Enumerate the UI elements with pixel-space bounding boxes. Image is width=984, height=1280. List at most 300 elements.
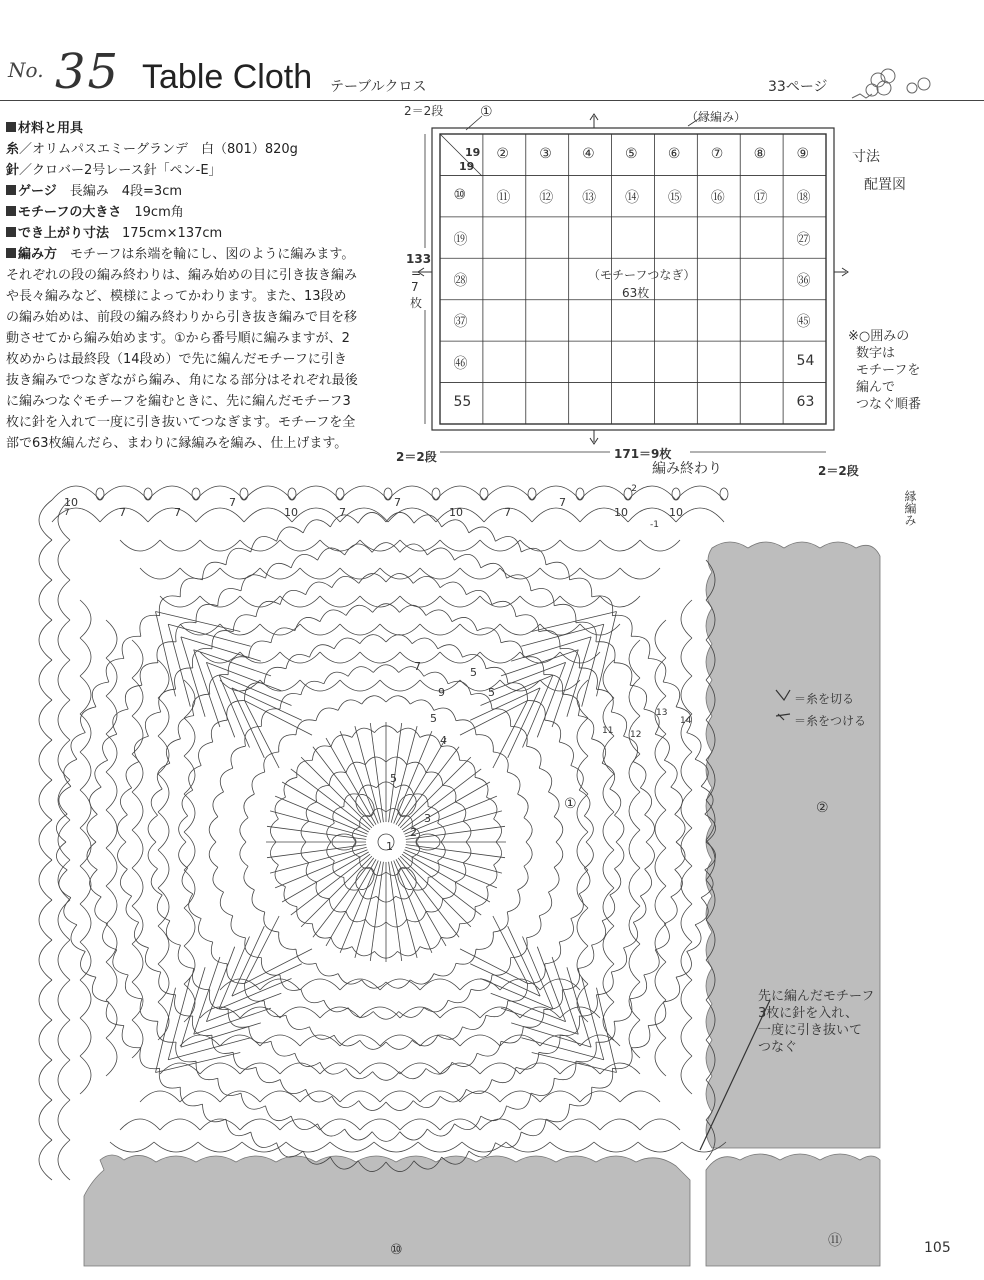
chain-loop: [610, 869, 621, 895]
chain-loop: [438, 645, 463, 658]
mesh-loop: [460, 1035, 500, 1046]
mesh-loop: [200, 1119, 240, 1130]
mesh-loop: [520, 1063, 560, 1074]
chain-loop: [611, 712, 626, 736]
edge-scallop-left: [39, 860, 52, 900]
chain-loop: [176, 622, 196, 642]
chain-loop: [296, 720, 316, 735]
edge-scallop-top: [340, 486, 388, 500]
chain-loop: [584, 842, 593, 868]
chain-loop: [264, 667, 286, 683]
cell-height-label: 19: [459, 160, 475, 173]
edge-scallop-left-inner: [58, 540, 70, 580]
mesh-loop: [106, 810, 117, 848]
mesh-loop: [500, 680, 540, 691]
chain-loop: [310, 1027, 335, 1040]
chain-loop: [373, 665, 398, 673]
gauge-label: ゲージ: [18, 184, 57, 199]
mesh-loop: [132, 1020, 143, 1058]
mesh-loop: [132, 830, 143, 868]
mesh-loop: [132, 716, 143, 754]
mesh-loop: [340, 1091, 380, 1102]
mesh-loop: [440, 1007, 480, 1018]
chain-loop: [71, 925, 85, 952]
chain-loop: [275, 865, 286, 887]
mesh-loop: [681, 752, 692, 790]
fan-stitch: [156, 1053, 241, 1073]
fan-stitch: [470, 964, 540, 996]
edge-scallop-left: [39, 940, 52, 980]
mesh-loop: [106, 772, 117, 810]
chain-loop: [454, 1116, 480, 1130]
mesh-loop: [620, 1091, 660, 1102]
mesh-loop: [260, 680, 300, 691]
chain-loop: [157, 763, 170, 789]
chain-loop: [362, 696, 386, 704]
chain-loop: [95, 760, 108, 787]
chain-loop: [211, 942, 227, 964]
fan-stitch: [470, 688, 540, 720]
fan-stitch: [232, 688, 264, 758]
edge-scallop-left: [39, 820, 52, 860]
mesh-loop: [158, 850, 169, 888]
mesh-loop: [560, 1063, 600, 1074]
mesh-loop: [629, 1020, 640, 1058]
chain-loop: [492, 1067, 516, 1082]
chain-loop: [487, 865, 498, 887]
mesh-loop: [300, 624, 340, 635]
mesh-loop: [132, 754, 143, 792]
chain-loop: [306, 863, 317, 882]
method-line: 編み方 モチーフは糸端を輪にし、図のように編みます。: [6, 244, 376, 265]
chain-loop: [334, 638, 360, 649]
edge-scallop-top: [676, 486, 724, 500]
yarn-label: 糸: [6, 142, 20, 157]
mesh-loop: [681, 942, 692, 980]
chain-loop: [495, 1132, 521, 1147]
edge-scallop-left: [39, 980, 52, 1020]
mesh-loop: [681, 676, 692, 714]
grid-cell-number: 54: [796, 352, 815, 369]
chain-loop: [320, 610, 346, 622]
mesh-loop: [158, 660, 169, 698]
motif-10-label: ⑩: [390, 1242, 403, 1258]
chain-loop: [486, 1001, 508, 1017]
page-number: 105: [924, 1240, 951, 1256]
right-row-mark: -2: [628, 484, 637, 494]
fan-stitch: [493, 916, 528, 983]
chain-loop: [624, 922, 638, 948]
edge-scallop-left-inner: [58, 940, 70, 980]
chain-loop: [196, 604, 218, 622]
chain-loop: [386, 574, 413, 584]
join-note: 先に編んだモチーフ 3枚に針を入れ、 一度に引き抜いて つなぐ: [758, 989, 875, 1055]
chain-loop: [140, 663, 158, 686]
chain-loop: [560, 648, 580, 668]
mesh-loop: [380, 680, 420, 691]
chain-loop: [492, 601, 516, 616]
chain-loop: [493, 912, 508, 932]
motif-1-label: ①: [564, 796, 577, 812]
edge-scallop-top: [436, 486, 484, 500]
chain-loop: [301, 989, 324, 1003]
row-mark: 7: [559, 496, 566, 509]
chain-loop: [148, 815, 158, 842]
mesh-loop: [184, 832, 195, 870]
chain-loop: [399, 1069, 426, 1079]
right-row-mark: 7: [64, 508, 70, 518]
edge-picot: [288, 488, 296, 500]
mesh-loop: [420, 568, 460, 579]
edge-scallop-bottom: [462, 1142, 506, 1152]
stitch-line: [301, 757, 372, 828]
chain-loop: [113, 709, 128, 734]
edge-scallop-bottom: [110, 1142, 154, 1152]
mesh-loop: [158, 926, 169, 964]
chain-loop: [125, 975, 142, 999]
chain-loop: [220, 892, 233, 916]
fan-stitch: [156, 612, 241, 632]
stitch-line: [340, 861, 378, 953]
chain-loop: [410, 974, 434, 985]
fan-stitch: [232, 926, 264, 996]
grid-cell-number: ⑯: [710, 190, 725, 207]
legend-join-label: ＝糸をつける: [794, 714, 867, 728]
chain-loop: [386, 635, 412, 644]
edge-scallop-top: [484, 486, 532, 500]
mesh-loop: [300, 568, 340, 579]
chain-loop: [559, 742, 573, 766]
mesh-loop: [132, 640, 143, 678]
mesh-loop: [681, 600, 692, 638]
grid-cell-number: ⑪: [496, 190, 511, 207]
mesh-loop: [500, 624, 540, 635]
chain-loop: [120, 869, 131, 896]
chain-loop: [518, 794, 529, 818]
mesh-loop: [560, 540, 600, 551]
mesh-loop: [440, 1119, 480, 1130]
chain-loop: [554, 604, 576, 622]
chain-loop: [687, 925, 701, 952]
chain-loop: [407, 762, 426, 773]
chain-loop: [318, 548, 345, 560]
mesh-loop: [629, 640, 640, 678]
mesh-loop: [320, 596, 360, 607]
edge-scallop-left-inner: [58, 580, 70, 620]
chain-loop: [140, 1048, 160, 1069]
mesh-loop: [360, 652, 400, 663]
top-border-rows-label: 2＝2段: [404, 104, 444, 118]
chain-loop: [516, 615, 539, 632]
chain-loop: [280, 694, 301, 710]
chain-loop: [251, 537, 277, 552]
mesh-loop: [603, 850, 614, 888]
chain-loop: [413, 576, 440, 587]
mesh-loop: [180, 568, 220, 579]
chain-loop: [118, 842, 128, 869]
mesh-loop: [655, 620, 666, 658]
chain-loop: [179, 816, 188, 842]
grid-cell-number: ④: [582, 145, 595, 162]
motif-11-shade: [706, 1154, 880, 1266]
mesh-loop: [580, 568, 620, 579]
fan-stitch: [232, 688, 302, 720]
chain-loop: [463, 1015, 487, 1029]
fan-stitch: [508, 688, 540, 758]
edge-scallop-bottom: [638, 1142, 682, 1152]
mesh-loop: [540, 1091, 580, 1102]
chain-loop: [359, 890, 377, 899]
chain-loop: [518, 866, 529, 890]
chain-loop: [507, 1093, 532, 1109]
chain-loop: [275, 797, 286, 819]
chain-loop: [291, 554, 317, 568]
mesh-loop: [220, 1091, 260, 1102]
edge-scallop-bottom: [198, 1142, 242, 1152]
edge-scallop-bottom: [286, 1142, 330, 1152]
chain-loop: [614, 815, 624, 842]
chain-loop: [95, 897, 108, 924]
row-mark: 7: [394, 496, 401, 509]
edge-picot: [480, 488, 488, 500]
chain-loop: [640, 869, 651, 896]
chain-loop: [524, 818, 532, 842]
method-line: それぞれの段の編み終わりは、編み始めの目に引き抜き編み: [6, 268, 358, 283]
grid-cell-number: ⑧: [753, 145, 767, 162]
chain-loop: [180, 578, 202, 597]
mesh-loop: [640, 540, 680, 551]
chain-loop: [211, 720, 227, 742]
pattern-title: Table Cloth: [142, 58, 313, 96]
grid-cell-number: 63: [796, 394, 815, 411]
chain-loop: [178, 945, 194, 968]
fan-stitch: [232, 964, 302, 996]
edge-picot: [576, 488, 584, 500]
chain-loop: [631, 636, 650, 658]
gauge-value: 長編み 4段=3cm: [69, 184, 183, 199]
chain-loop: [148, 842, 158, 869]
chain-loop: [360, 635, 386, 644]
mesh-loop: [440, 652, 480, 663]
chain-loop: [434, 963, 456, 976]
chain-loop: [466, 1080, 492, 1094]
chain-loop: [476, 932, 493, 949]
chain-loop: [645, 842, 655, 869]
mesh-loop: [420, 979, 460, 990]
mesh-loop: [577, 832, 588, 870]
grid-cell-number: ②: [496, 145, 509, 162]
chain-loop: [157, 895, 170, 921]
right-row-mark: 11: [602, 726, 614, 736]
mesh-loop: [158, 774, 169, 812]
mesh-loop: [140, 568, 180, 579]
stitch-line: [405, 796, 497, 834]
finished-size-label: でき上がり寸法: [18, 226, 110, 241]
mesh-loop: [629, 754, 640, 792]
mesh-loop: [580, 624, 620, 635]
chain-loop: [610, 789, 621, 815]
chain-loop: [655, 734, 669, 760]
chain-loop: [279, 932, 296, 949]
chain-loop: [611, 948, 626, 972]
chain-loop: [345, 1129, 373, 1140]
mesh-loop: [480, 1063, 520, 1074]
mesh-loop: [132, 944, 143, 982]
chain-loop: [175, 995, 193, 1016]
chain-loop: [256, 601, 280, 616]
grid-cell-number: ㉗: [796, 231, 811, 248]
row-mark: 7: [229, 496, 236, 509]
mesh-loop: [80, 676, 91, 714]
mesh-loop: [240, 540, 280, 551]
fan-stitch: [168, 1038, 250, 1060]
chain-loop: [407, 911, 426, 922]
mesh-loop: [629, 792, 640, 830]
chain-loop: [560, 1016, 580, 1036]
mesh-loop: [240, 652, 280, 663]
method-line: 部で63枚編んだら、まわりに縁編みを編み、仕上げます。: [6, 436, 348, 451]
chain-loop: [145, 712, 160, 736]
inner-row-mark: 1: [386, 840, 393, 853]
chain-loop: [218, 1078, 241, 1095]
motif-10-shade: [84, 1155, 690, 1266]
fan-stitch: [156, 612, 176, 697]
mesh-loop: [120, 1119, 160, 1130]
chain-loop: [244, 866, 255, 890]
mesh-loop: [420, 624, 460, 635]
chain-loop: [151, 789, 162, 815]
fan-stitch: [532, 1053, 617, 1073]
mesh-loop: [80, 828, 91, 866]
edge-rows-label: 2＝2段: [818, 464, 859, 478]
chain-loop: [345, 544, 373, 555]
mesh-loop: [681, 828, 692, 866]
chain-loop: [663, 682, 680, 707]
mesh-loop: [80, 1018, 91, 1056]
chain-loop: [527, 746, 542, 768]
mesh-loop: [106, 734, 117, 772]
chain-loop: [306, 582, 332, 595]
chain-loop: [192, 1016, 212, 1036]
mesh-loop: [80, 600, 91, 638]
mesh-loop: [540, 568, 580, 579]
edge-picot: [384, 488, 392, 500]
mesh-loop: [600, 1119, 640, 1130]
stitch-line: [394, 861, 432, 953]
chain-loop: [545, 720, 561, 742]
mesh-loop: [629, 868, 640, 906]
chain-loop: [554, 817, 563, 842]
mesh-loop: [380, 1035, 420, 1046]
inner-row-mark: 9: [438, 686, 445, 699]
edge-picot: [192, 488, 200, 500]
edge-scallop-top-inner: [676, 508, 724, 522]
grid-cell-number: ⑫: [539, 190, 554, 207]
chain-loop: [358, 512, 386, 523]
chain-loop: [420, 937, 441, 949]
chain-loop: [303, 520, 330, 533]
chain-loop: [359, 785, 377, 794]
mesh-loop: [220, 624, 260, 635]
mesh-loop: [580, 1091, 620, 1102]
chain-loop: [434, 708, 456, 721]
chain-loop: [631, 1026, 650, 1048]
fan-stitch: [245, 916, 280, 983]
chain-loop: [501, 641, 523, 657]
mesh-loop: [80, 752, 91, 790]
edge-scallop-top: [244, 486, 292, 500]
chain-loop: [295, 617, 320, 630]
edge-picot: [672, 488, 680, 500]
chain-loop: [648, 1002, 666, 1026]
chain-loop: [249, 641, 271, 657]
grid-center-count: 63枚: [622, 286, 650, 300]
mesh-loop: [440, 596, 480, 607]
mesh-loop: [158, 964, 169, 1002]
edge-scallop-top: [532, 486, 580, 500]
method-label: 編み方: [18, 247, 58, 262]
edging-vertical-label: 縁編み: [903, 490, 917, 526]
dimension-title: 寸法: [852, 149, 880, 165]
mesh-loop: [603, 926, 614, 964]
mesh-loop: [400, 1063, 440, 1074]
chain-loop: [507, 772, 520, 794]
chain-loop: [545, 942, 561, 964]
chain-loop: [316, 963, 338, 976]
chain-loop: [122, 1026, 141, 1048]
mesh-loop: [260, 1091, 300, 1102]
grid-cell-number: ⑦: [710, 145, 724, 162]
mesh-loop: [300, 1035, 340, 1046]
edge-scallop-left-inner: [58, 1100, 70, 1140]
chain-loop: [233, 615, 256, 632]
chain-loop: [301, 681, 324, 695]
chain-loop: [279, 735, 296, 752]
chain-loop: [360, 1040, 386, 1049]
mesh-loop: [560, 596, 600, 607]
chain-loop: [199, 919, 213, 943]
chain-loop: [249, 1027, 271, 1043]
chain-loop: [140, 615, 160, 636]
mesh-loop: [80, 1056, 91, 1094]
chain-loop: [151, 869, 162, 895]
chain-loop: [209, 842, 218, 867]
edge-scallop-top-inner: [196, 508, 244, 522]
mesh-loop: [577, 946, 588, 984]
motif-11-label: ⑪: [828, 1233, 842, 1249]
chain-loop: [373, 1072, 400, 1081]
edge-picot: [336, 488, 344, 500]
chain-loop: [486, 667, 508, 683]
chain-loop: [664, 897, 677, 924]
chain-loop: [630, 685, 647, 709]
fan-stitch: [521, 624, 603, 646]
mesh-loop: [520, 540, 560, 551]
edge-scallop-left: [39, 1020, 52, 1060]
chain-loop: [521, 1119, 546, 1136]
chain-loop: [348, 1008, 373, 1018]
mesh-loop: [603, 660, 614, 698]
mesh-loop: [240, 1119, 280, 1130]
stitch-line: [394, 731, 432, 823]
mesh-loop: [629, 944, 640, 982]
chain-loop: [126, 762, 139, 788]
mesh-loop: [629, 830, 640, 868]
mesh-loop: [577, 984, 588, 1022]
chain-loop: [386, 1040, 412, 1049]
motif-2-label: ②: [816, 800, 829, 816]
mesh-loop: [80, 904, 91, 942]
